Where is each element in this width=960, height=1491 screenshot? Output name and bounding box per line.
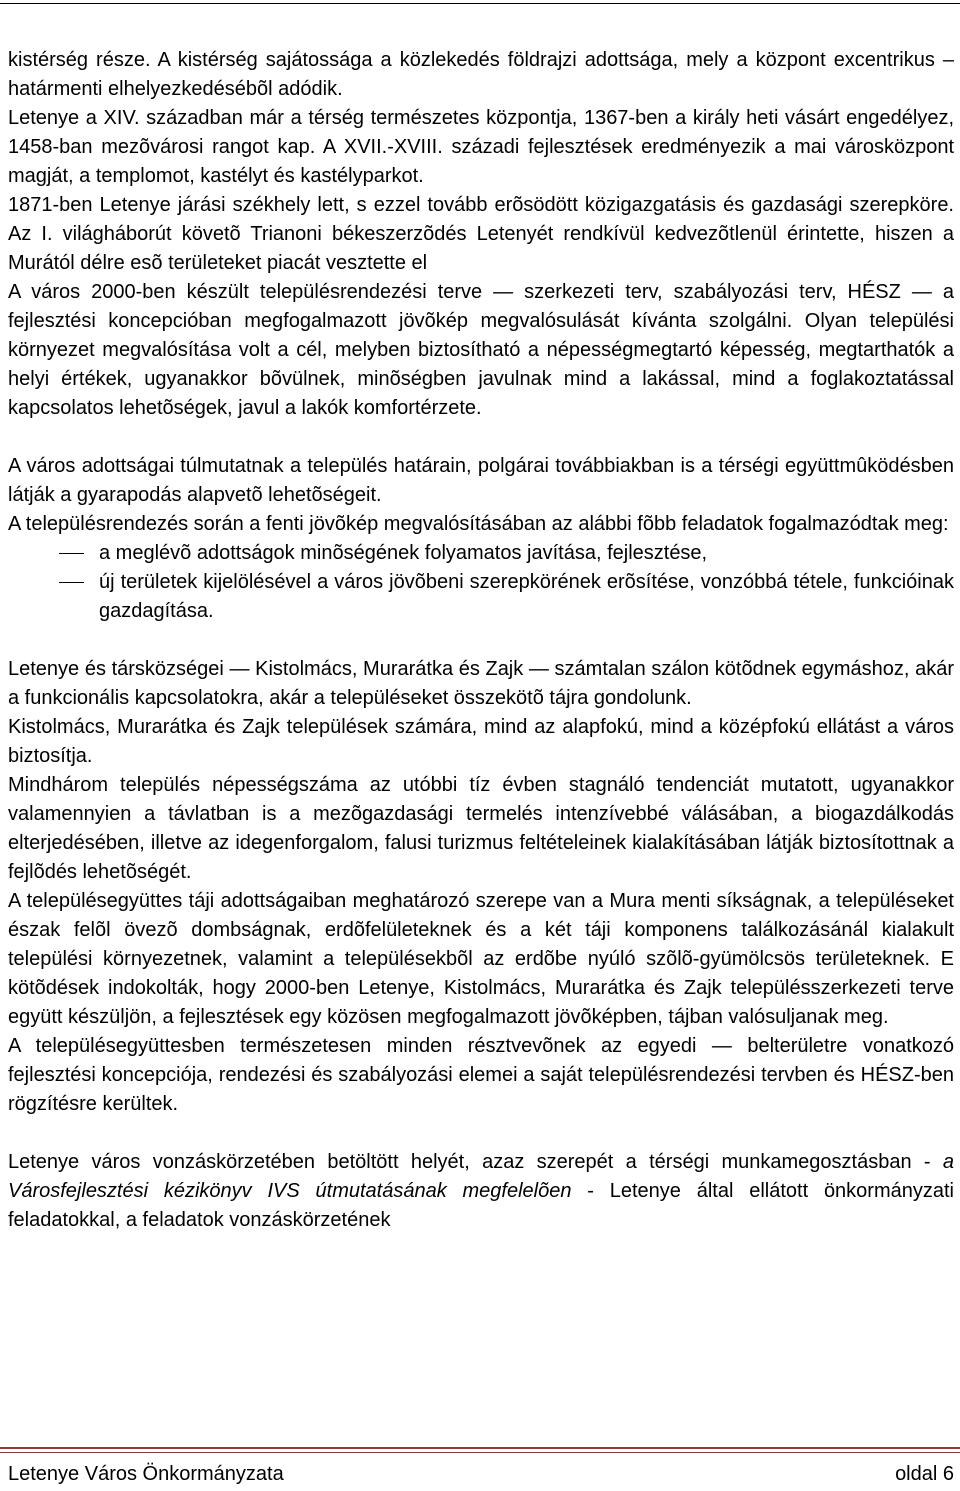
paragraph-text: - Letenye által ellátott önkormányzati feladatokkal, a feladatok vonzáskörzetének (8, 1180, 954, 1231)
paragraph-text: Letenye város vonzáskörzetében betöltött helyét, azaz szerepét a térségi munkamegosztásban - (8, 1151, 943, 1173)
paragraph: Letenye a XIV. században már a térség természetes központja, 1367-ben a király heti vásárt engedélyez, 1458-ban mezõvárosi rangot kap. A XVII.-XVIII. századi fejlesztések eredményezik a mai városközpont magját, a templomot, kastélyt és kastélyparkot. (8, 107, 954, 187)
paragraph: A településrendezés során a fenti jövõkép megvalósításában az alábbi fõbb feladatok fogalmazódtak meg: (8, 513, 949, 535)
italic-reference: a Városfejlesztési kézikönyv IVS útmutatásának megfelelõen (8, 1151, 954, 1202)
page-footer (8, 1460, 954, 1488)
paragraph: Mindhárom település népességszáma az utóbbi tíz évben stagnáló tendenciát mutatott, ugyanakkor valamennyien a távlatban is a mezõgazdasági termelés intenzívebbé válásában, a biogazdálkodás elterjedésében, illetve az idegenforgalom, falusi turizmus feltételeinek kialakításában látják biztosítottnak a fejlõdés lehetõségét. (8, 774, 954, 883)
paragraph: A város adottságai túlmutatnak a település határain, polgárai továbbiakban is a térségi együttmûködésben látják a gyarapodás alapvetõ lehetõségeit. (8, 455, 954, 506)
document-body (8, 46, 954, 1235)
task-list (8, 539, 954, 626)
list-item: a meglévõ adottságok minõségének folyamatos javítása, fejlesztése, (8, 539, 954, 568)
list-item: új területek kijelölésével a város jövõbeni szerepkörének erõsítése, vonzóbbá tétele, funkcióinak gazdagítása. (8, 568, 954, 626)
paragraph: 1871-ben Letenye járási székhely lett, s ezzel tovább erõsödött közigazgatásis és gazdasági szerepköre. Az I. világháborút követõ Trianoni békeszerzõdés Letenyét rendkívül kedvezõtlenül érintette, hiszen a Murától délre esõ területeket piacát vesztette el (8, 194, 954, 274)
paragraph: A településegyüttes táji adottságaiban meghatározó szerepe van a Mura menti síkságnak, a településeket észak felõl övezõ dombságnak, erdõfelületeknek és a két táji komponens találkozásánál kialakult települési környezetnek, valamint a településekbõl az erdõbe nyúló szõlõ-gyümölcsös területeknek. E kötõdések indokolták, hogy 2000-ben Letenye, Kistolmács, Murarátka és Zajk településszerkezeti terve együtt készüljön, a fejlesztések egy közösen megfogalmazott jövõképben, tájban valósuljanak meg. (8, 890, 954, 1028)
footer-rule-thin (0, 1452, 960, 1453)
paragraph (8, 1148, 954, 1235)
paragraph: Kistolmács, Murarátka és Zajk települések számára, mind az alapfokú, mind a középfokú ellátást a város biztosítja. (8, 716, 954, 767)
footer-rule (0, 1447, 960, 1449)
footer-organization: Letenye Város Önkormányzata (8, 1463, 284, 1485)
paragraph: A város 2000-ben készült településrendezési terve — szerkezeti terv, szabályozási terv, HÉSZ — a fejlesztési koncepcióban megfogalmazott jövõkép megvalósulását kívánta szolgálni. Olyan települési környezet megvalósítása volt a cél, melyben biztosítható a népességmegtartó képesség, megtarthatók a helyi értékek, ugyanakkor bõvülnek, minõségben javulnak mind a lakással, mind a foglakoztatással kapcsolatos lehetõségek, javul a lakók komfortérzete. (8, 281, 954, 419)
paragraph: kistérség része. A kistérség sajátossága a közlekedés földrajzi adottsága, mely a központ excentrikus – határmenti elhelyezkedésébõl adódik. (8, 49, 954, 100)
page-top-rule (0, 3, 960, 4)
paragraph: A településegyüttesben természetesen minden résztvevõnek az egyedi — belterületre vonatkozó fejlesztési koncepciója, rendezési és szabályozási elemei a saját településrendezési tervben és HÉSZ-ben rögzítésre kerültek. (8, 1035, 954, 1115)
paragraph: Letenye és társközségei — Kistolmács, Murarátka és Zajk — számtalan szálon kötõdnek egymáshoz, akár a funkcionális kapcsolatokra, akár a településeket összekötõ tájra gondolunk. (8, 658, 954, 709)
page-number: oldal 6 (895, 1463, 954, 1485)
